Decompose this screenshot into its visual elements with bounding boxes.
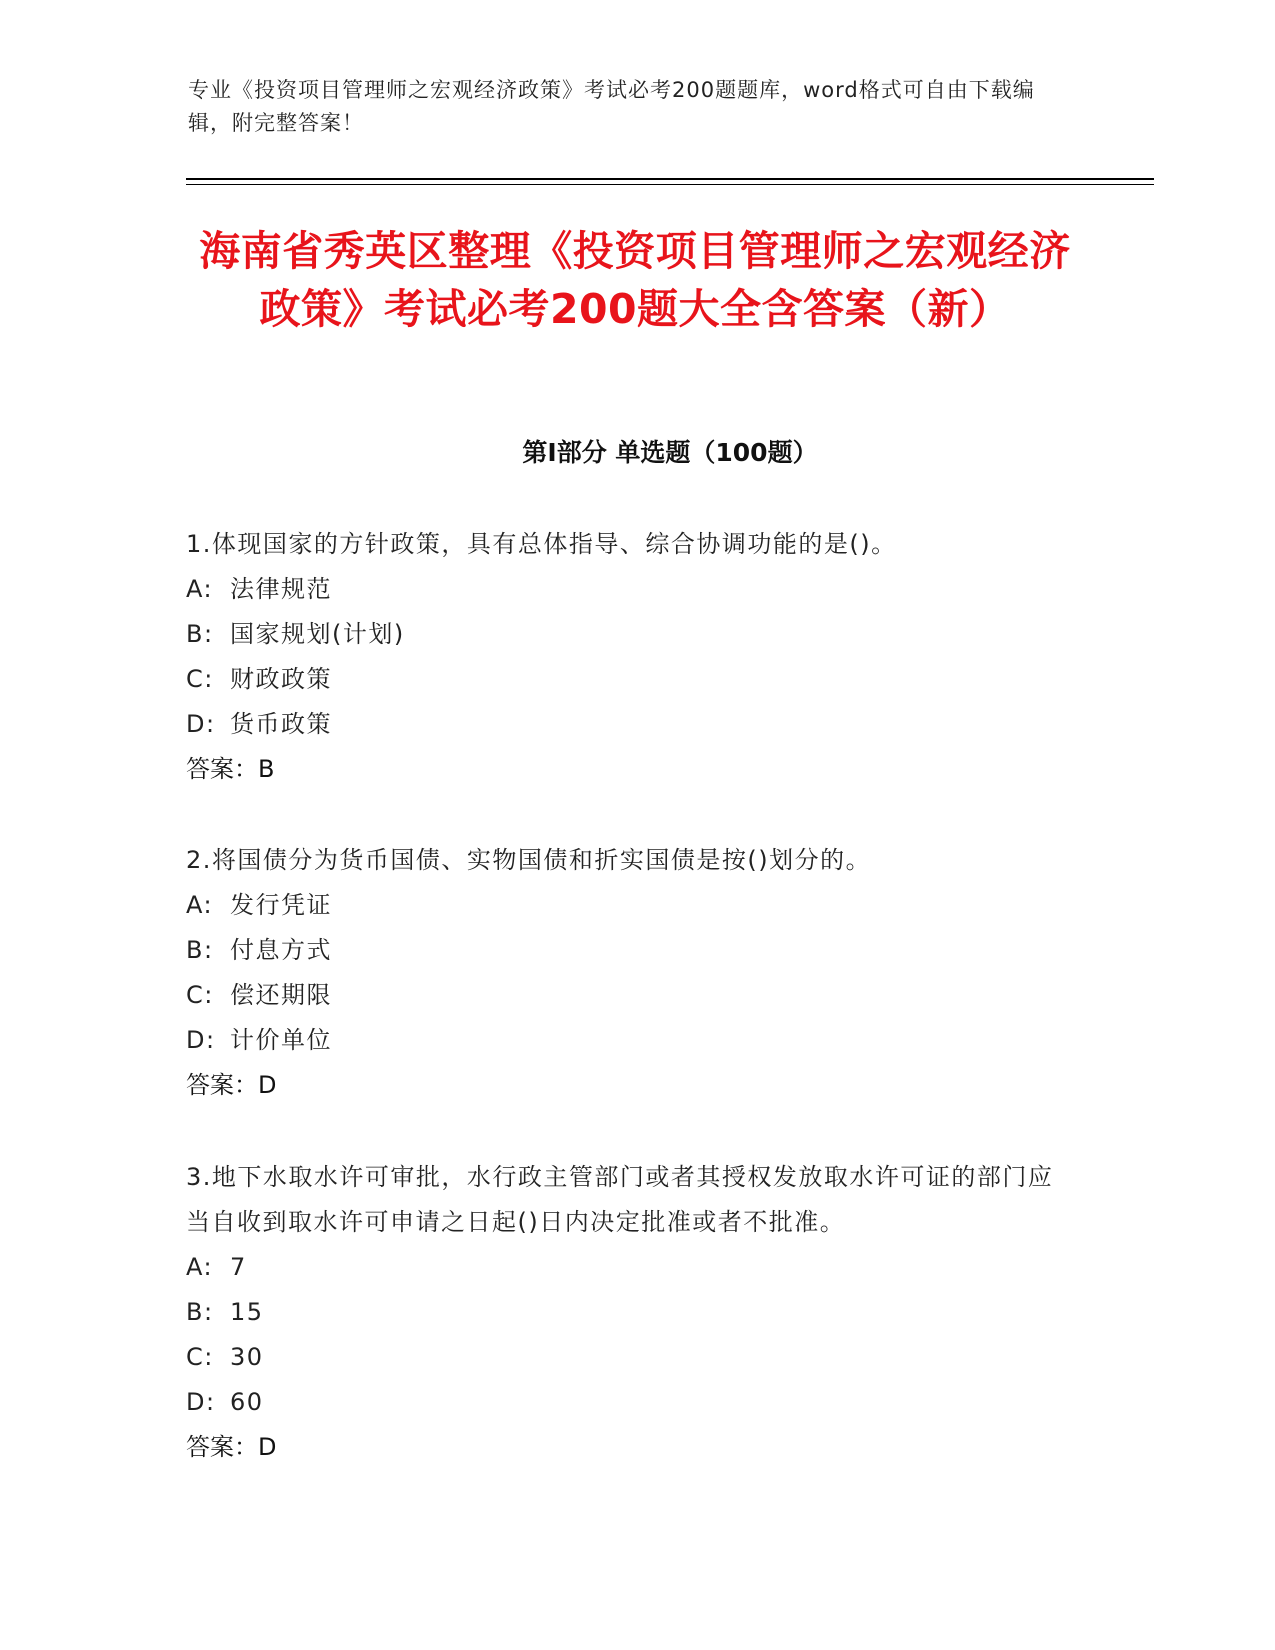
header-note: 专业《投资项目管理师之宏观经济政策》考试必考200题题库，word格式可自由下载编辑，附完整答案！ (188, 78, 1035, 135)
question-block (186, 838, 1066, 1108)
option-text: 付息方式 (230, 936, 332, 964)
answer-line: 答案：D (186, 1071, 277, 1099)
question-block (186, 1155, 1066, 1470)
option-a (186, 883, 1066, 928)
option-letter: D: (186, 710, 216, 738)
document-title: 海南省秀英区整理《投资项目管理师之宏观经济政策》考试必考200题大全含答案（新） (199, 227, 1071, 333)
option-c (186, 657, 1066, 702)
option-text: 财政政策 (230, 665, 332, 693)
question-stem: 3.地下水取水许可审批，水行政主管部门或者其授权发放取水许可证的部门应当自收到取水许可申请之日起()日内决定批准或者不批准。 (186, 1163, 1054, 1236)
option-d (186, 702, 1066, 747)
option-c (186, 973, 1066, 1018)
option-text: 60 (230, 1388, 264, 1416)
option-letter: D: (186, 1388, 216, 1416)
question-stem: 1.体现国家的方针政策，具有总体指导、综合协调功能的是()。 (186, 530, 897, 558)
option-letter: A: (186, 1253, 214, 1281)
option-letter: B: (186, 936, 214, 964)
option-text: 国家规划(计划) (230, 620, 405, 648)
option-letter: C: (186, 1343, 214, 1371)
option-text: 7 (230, 1253, 247, 1281)
option-a (186, 1245, 1066, 1290)
option-d (186, 1018, 1066, 1063)
option-b (186, 612, 1066, 657)
option-text: 法律规范 (230, 575, 332, 603)
option-text: 货币政策 (230, 710, 332, 738)
option-c (186, 1335, 1066, 1380)
option-letter: D: (186, 1026, 216, 1054)
option-letter: A: (186, 891, 214, 919)
option-text: 偿还期限 (230, 981, 332, 1009)
option-letter: C: (186, 665, 214, 693)
option-text: 15 (230, 1298, 264, 1326)
option-a (186, 567, 1066, 612)
option-text: 计价单位 (230, 1026, 332, 1054)
option-letter: B: (186, 620, 214, 648)
header-divider-thick (186, 178, 1154, 180)
question-stem: 2.将国债分为货币国债、实物国债和折实国债是按()划分的。 (186, 846, 872, 874)
answer-line: 答案：D (186, 1433, 277, 1461)
answer-line: 答案：B (186, 755, 275, 783)
question-block (186, 522, 1066, 792)
option-b (186, 928, 1066, 973)
option-letter: B: (186, 1298, 214, 1326)
option-letter: C: (186, 981, 214, 1009)
option-d (186, 1380, 1066, 1425)
section-title: 第I部分 单选题（100题） (522, 438, 818, 467)
header-divider-thin (186, 184, 1154, 185)
option-b (186, 1290, 1066, 1335)
option-text: 发行凭证 (230, 891, 332, 919)
option-text: 30 (230, 1343, 264, 1371)
option-letter: A: (186, 575, 214, 603)
